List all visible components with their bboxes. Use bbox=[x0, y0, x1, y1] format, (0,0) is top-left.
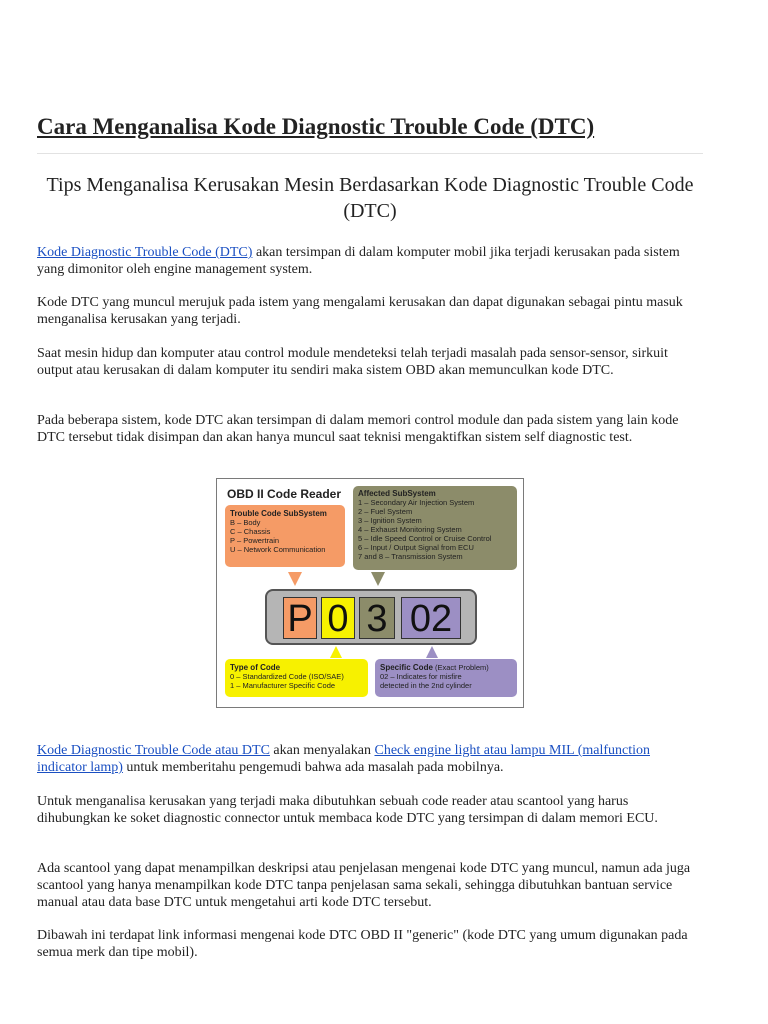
specific-line: 02 – Indicates for misfire bbox=[380, 672, 462, 681]
paragraph-2: Kode DTC yang muncul merujuk pada istem yang mengalami kerusakan dan dapat digunakan sebagai pintu masuk menganalisa kerusakan yang terjadi. bbox=[37, 295, 683, 327]
type-of-code-box bbox=[225, 659, 368, 697]
paragraph-1 bbox=[37, 244, 703, 278]
specific-line: detected in the 2nd cylinder bbox=[380, 681, 472, 690]
specific-title-suffix: (Exact Problem) bbox=[432, 663, 489, 672]
paragraph-1-text: akan tersimpan di dalam komputer mobil jika terjadi kerusakan pada sistem yang dimonitor oleh engine management system. bbox=[37, 245, 680, 277]
type-line: 0 – Standardized Code (ISO/SAE) bbox=[230, 672, 344, 681]
paragraph-5 bbox=[37, 742, 703, 776]
affected-title: Affected SubSystem bbox=[358, 489, 436, 498]
affected-line: 6 – Input / Output Signal from ECU bbox=[358, 543, 474, 552]
paragraph-8: Dibawah ini terdapat link informasi mengenai kode DTC OBD II "generic" (kode DTC yang umum digunakan pada semua merk dan tipe mobil). bbox=[37, 928, 688, 960]
dtc-link[interactable]: Kode Diagnostic Trouble Code (DTC) bbox=[37, 245, 253, 260]
code-system-letter: P bbox=[283, 597, 317, 639]
arrow-up-icon bbox=[426, 646, 438, 658]
subsystem-line: P – Powertrain bbox=[230, 536, 280, 545]
check-engine-link[interactable]: Check engine light atau lampu MIL (malfunction indicator lamp) bbox=[37, 743, 650, 775]
subsystem-box bbox=[225, 505, 345, 567]
title-divider bbox=[37, 153, 703, 154]
specific-title: Specific Code bbox=[380, 663, 433, 672]
diagram-title: OBD II Code Reader bbox=[227, 487, 342, 501]
article-title[interactable]: Cara Menganalisa Kode Diagnostic Trouble Code (DTC) bbox=[37, 114, 595, 139]
article-subtitle: Tips Menganalisa Kerusakan Mesin Berdasarkan Kode Diagnostic Trouble Code (DTC) bbox=[46, 174, 694, 222]
paragraph-4: Pada beberapa sistem, kode DTC akan tersimpan di dalam memori control module dan pada sistem yang lain kode DTC tersebut tidak disimpan dan akan hanya muncul saat teknisi mengaktifkan sistem self diagnostic test. bbox=[37, 413, 679, 445]
code-subsystem-digit: 3 bbox=[359, 597, 395, 639]
specific-code-box bbox=[375, 659, 517, 697]
paragraph-6: Untuk menganalisa kerusakan yang terjadi maka dibutuhkan sebuah code reader atau scantool yang harus dihubungkan ke soket diagnostic connector untuk membaca kode DTC yang tersimpan di dalam memori ECU. bbox=[37, 794, 658, 826]
dtc-link-2[interactable]: Kode Diagnostic Trouble Code atau DTC bbox=[37, 743, 270, 758]
subsystem-line: U – Network Communication bbox=[230, 545, 326, 554]
paragraph-5-mid: akan menyalakan bbox=[269, 743, 375, 758]
affected-line: 5 – Idle Speed Control or Cruise Control bbox=[358, 534, 492, 543]
arrow-down-icon bbox=[288, 572, 302, 586]
code-specific-digits: 02 bbox=[401, 597, 461, 639]
type-title: Type of Code bbox=[230, 663, 281, 672]
affected-line: 4 – Exhaust Monitoring System bbox=[358, 525, 462, 534]
affected-line: 3 – Ignition System bbox=[358, 516, 422, 525]
affected-line: 2 – Fuel System bbox=[358, 507, 413, 516]
paragraph-7: Ada scantool yang dapat menampilkan deskripsi atau penjelasan mengenai kode DTC yang muncul, namun ada juga scantool yang hanya menampilkan kode DTC tanpa penjelasan sama sekali, sehingga dibutuhkan bantuan service manual atau data base DTC untuk mengetahui arti kode DTC tersebut. bbox=[37, 861, 691, 910]
obd-code-reader-diagram bbox=[216, 478, 524, 708]
type-line: 1 – Manufacturer Specific Code bbox=[230, 681, 336, 690]
affected-line: 7 and 8 – Transmission System bbox=[358, 552, 463, 561]
dtc-code-bar bbox=[265, 589, 477, 645]
paragraph-3: Saat mesin hidup dan komputer atau control module mendeteksi telah terjadi masalah pada sensor-sensor, sirkuit output atau kerusakan di dalam komputer itu sendiri maka sistem OBD akan memunculkan kode DTC. bbox=[37, 346, 668, 378]
arrow-down-icon bbox=[371, 572, 385, 586]
affected-line: 1 – Secondary Air Injection System bbox=[358, 498, 475, 507]
subsystem-line: C – Chassis bbox=[230, 527, 271, 536]
subsystem-line: B – Body bbox=[230, 518, 261, 527]
affected-subsystem-box bbox=[353, 486, 517, 570]
arrow-up-icon bbox=[330, 646, 342, 658]
code-type-digit: 0 bbox=[321, 597, 355, 639]
subsystem-title: Trouble Code SubSystem bbox=[230, 509, 327, 518]
paragraph-5-end: untuk memberitahu pengemudi bahwa ada masalah pada mobilnya. bbox=[122, 760, 504, 775]
